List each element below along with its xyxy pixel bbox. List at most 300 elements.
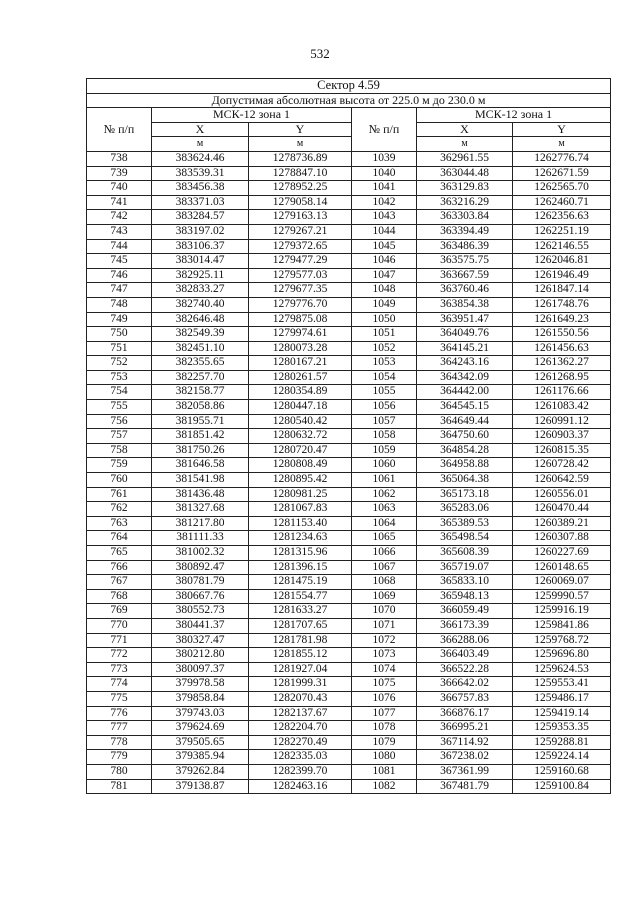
table-row (87, 283, 611, 298)
y-left: 1282204.70 (249, 721, 352, 736)
x-left: 383284.57 (152, 210, 249, 225)
x-right: 364243.16 (417, 356, 513, 371)
point-number-right: 1065 (352, 531, 417, 546)
point-number-right: 1069 (352, 589, 417, 604)
point-number-left: 752 (87, 356, 152, 371)
x-left: 382833.27 (152, 283, 249, 298)
x-right: 366173.39 (417, 618, 513, 633)
point-number-right: 1057 (352, 414, 417, 429)
point-number-left: 781 (87, 779, 152, 794)
point-number-left: 775 (87, 691, 152, 706)
y-right: 1259419.14 (513, 706, 611, 721)
x-right: 364750.60 (417, 429, 513, 444)
y-left: 1281067.83 (249, 502, 352, 517)
y-left: 1279677.35 (249, 283, 352, 298)
point-number-right: 1079 (352, 735, 417, 750)
y-right: 1262671.59 (513, 166, 611, 181)
point-number-right: 1078 (352, 721, 417, 736)
x-right: 363854.38 (417, 297, 513, 312)
point-number-right: 1042 (352, 195, 417, 210)
y-right: 1259841.86 (513, 618, 611, 633)
y-right: 1259353.35 (513, 721, 611, 736)
table-row (87, 735, 611, 750)
point-number-right: 1075 (352, 677, 417, 692)
table-row (87, 254, 611, 269)
y-right: 1259288.81 (513, 735, 611, 750)
point-number-left: 765 (87, 546, 152, 561)
unit-y-left: м (249, 137, 352, 152)
y-left: 1281554.77 (249, 589, 352, 604)
x-right: 365389.53 (417, 516, 513, 531)
x-left: 379138.87 (152, 779, 249, 794)
point-number-left: 740 (87, 181, 152, 196)
x-right: 364545.15 (417, 400, 513, 415)
table-row (87, 400, 611, 415)
x-left: 380667.76 (152, 589, 249, 604)
point-number-left: 751 (87, 341, 152, 356)
table-header (87, 79, 611, 152)
x-left: 380097.37 (152, 662, 249, 677)
point-number-left: 759 (87, 458, 152, 473)
table-row (87, 327, 611, 342)
point-number-left: 756 (87, 414, 152, 429)
point-number-right: 1066 (352, 546, 417, 561)
x-right: 363394.49 (417, 224, 513, 239)
table-row (87, 706, 611, 721)
table-row (87, 356, 611, 371)
table-row (87, 297, 611, 312)
x-left: 381217.80 (152, 516, 249, 531)
point-number-right: 1056 (352, 400, 417, 415)
y-left: 1280261.57 (249, 370, 352, 385)
x-right: 366522.28 (417, 662, 513, 677)
x-left: 379505.65 (152, 735, 249, 750)
y-right: 1260069.07 (513, 575, 611, 590)
point-number-left: 758 (87, 443, 152, 458)
x-left: 383371.03 (152, 195, 249, 210)
y-right: 1262356.63 (513, 210, 611, 225)
x-right: 365064.38 (417, 473, 513, 488)
point-number-left: 744 (87, 239, 152, 254)
table-row (87, 414, 611, 429)
table-row (87, 487, 611, 502)
y-left: 1282335.03 (249, 750, 352, 765)
x-right: 363129.83 (417, 181, 513, 196)
y-left: 1280895.42 (249, 473, 352, 488)
table-row (87, 764, 611, 779)
table-row (87, 648, 611, 663)
table-row (87, 443, 611, 458)
point-number-left: 754 (87, 385, 152, 400)
y-left: 1281633.27 (249, 604, 352, 619)
y-right: 1262251.19 (513, 224, 611, 239)
zone-header-right: МСК-12 зона 1 (417, 108, 611, 123)
x-right: 367238.02 (417, 750, 513, 765)
x-left: 380781.79 (152, 575, 249, 590)
y-left: 1281153.40 (249, 516, 352, 531)
point-number-right: 1053 (352, 356, 417, 371)
table-row (87, 691, 611, 706)
x-left: 382058.86 (152, 400, 249, 415)
x-left: 379262.84 (152, 764, 249, 779)
point-number-left: 769 (87, 604, 152, 619)
point-number-left: 741 (87, 195, 152, 210)
y-header-left: Y (249, 122, 352, 137)
x-left: 381541.98 (152, 473, 249, 488)
x-right: 366757.83 (417, 691, 513, 706)
point-number-right: 1081 (352, 764, 417, 779)
point-number-right: 1043 (352, 210, 417, 225)
page-number: 532 (310, 46, 330, 61)
y-right: 1260556.01 (513, 487, 611, 502)
table-row (87, 312, 611, 327)
point-number-left: 753 (87, 370, 152, 385)
point-number-right: 1047 (352, 268, 417, 283)
y-left: 1281855.12 (249, 648, 352, 663)
y-right: 1260815.35 (513, 443, 611, 458)
point-number-left: 774 (87, 677, 152, 692)
x-left: 383539.31 (152, 166, 249, 181)
y-left: 1280073.28 (249, 341, 352, 356)
unit-x-right: м (417, 137, 513, 152)
point-number-left: 747 (87, 283, 152, 298)
table-row (87, 151, 611, 166)
x-left: 381327.68 (152, 502, 249, 517)
table-body (87, 151, 611, 793)
zone-header-left: МСК-12 зона 1 (152, 108, 352, 123)
x-right: 366642.02 (417, 677, 513, 692)
x-header-right: X (417, 122, 513, 137)
table-row (87, 429, 611, 444)
point-number-left: 742 (87, 210, 152, 225)
point-number-left: 749 (87, 312, 152, 327)
y-right: 1260227.69 (513, 546, 611, 561)
x-right: 367114.92 (417, 735, 513, 750)
y-right: 1262565.70 (513, 181, 611, 196)
point-number-left: 776 (87, 706, 152, 721)
point-number-right: 1054 (352, 370, 417, 385)
y-right: 1261456.63 (513, 341, 611, 356)
x-left: 382355.65 (152, 356, 249, 371)
point-number-right: 1082 (352, 779, 417, 794)
point-number-right: 1050 (352, 312, 417, 327)
table-row (87, 575, 611, 590)
y-left: 1278952.25 (249, 181, 352, 196)
table-row (87, 531, 611, 546)
x-right: 365283.06 (417, 502, 513, 517)
y-left: 1279577.03 (249, 268, 352, 283)
y-right: 1261748.76 (513, 297, 611, 312)
x-left: 379858.84 (152, 691, 249, 706)
y-left: 1279776.70 (249, 297, 352, 312)
x-left: 381436.48 (152, 487, 249, 502)
y-left: 1282070.43 (249, 691, 352, 706)
x-left: 379743.03 (152, 706, 249, 721)
point-number-right: 1040 (352, 166, 417, 181)
table-row (87, 181, 611, 196)
x-right: 365173.18 (417, 487, 513, 502)
y-right: 1259100.84 (513, 779, 611, 794)
point-number-left: 761 (87, 487, 152, 502)
y-left: 1279372.65 (249, 239, 352, 254)
y-right: 1262046.81 (513, 254, 611, 269)
point-number-left: 762 (87, 502, 152, 517)
table-row (87, 370, 611, 385)
x-left: 379978.58 (152, 677, 249, 692)
x-right: 366876.17 (417, 706, 513, 721)
x-right: 365608.39 (417, 546, 513, 561)
table-row (87, 224, 611, 239)
x-right: 363044.48 (417, 166, 513, 181)
table-row (87, 677, 611, 692)
y-left: 1279267.21 (249, 224, 352, 239)
table-row (87, 341, 611, 356)
y-left: 1281475.19 (249, 575, 352, 590)
table-row (87, 195, 611, 210)
y-right: 1259768.72 (513, 633, 611, 648)
x-right: 365833.10 (417, 575, 513, 590)
table-row (87, 458, 611, 473)
y-right: 1259224.14 (513, 750, 611, 765)
point-number-right: 1041 (352, 181, 417, 196)
x-left: 381955.71 (152, 414, 249, 429)
x-left: 380892.47 (152, 560, 249, 575)
point-number-right: 1067 (352, 560, 417, 575)
point-number-right: 1071 (352, 618, 417, 633)
y-right: 1260728.42 (513, 458, 611, 473)
y-right: 1260903.37 (513, 429, 611, 444)
x-right: 364049.76 (417, 327, 513, 342)
coordinates-table (86, 78, 611, 794)
point-number-left: 780 (87, 764, 152, 779)
x-left: 383197.02 (152, 224, 249, 239)
y-left: 1279163.13 (249, 210, 352, 225)
table-row (87, 662, 611, 677)
x-left: 383456.38 (152, 181, 249, 196)
point-number-left: 746 (87, 268, 152, 283)
y-left: 1281707.65 (249, 618, 352, 633)
y-right: 1260148.65 (513, 560, 611, 575)
point-number-left: 745 (87, 254, 152, 269)
x-right: 364649.44 (417, 414, 513, 429)
unit-x-left: м (152, 137, 249, 152)
x-header-left: X (152, 122, 249, 137)
x-left: 380441.37 (152, 618, 249, 633)
y-right: 1262776.74 (513, 151, 611, 166)
x-left: 381002.32 (152, 546, 249, 561)
point-number-left: 760 (87, 473, 152, 488)
y-left: 1280540.42 (249, 414, 352, 429)
table-row (87, 750, 611, 765)
x-right: 367481.79 (417, 779, 513, 794)
point-number-right: 1068 (352, 575, 417, 590)
x-right: 363951.47 (417, 312, 513, 327)
x-right: 366059.49 (417, 604, 513, 619)
point-number-right: 1073 (352, 648, 417, 663)
y-left: 1279875.08 (249, 312, 352, 327)
y-left: 1281396.15 (249, 560, 352, 575)
x-right: 363575.75 (417, 254, 513, 269)
x-right: 363303.84 (417, 210, 513, 225)
point-number-right: 1074 (352, 662, 417, 677)
point-number-left: 738 (87, 151, 152, 166)
x-left: 381851.42 (152, 429, 249, 444)
x-left: 379624.69 (152, 721, 249, 736)
table-row (87, 516, 611, 531)
table-row (87, 604, 611, 619)
y-right: 1260470.44 (513, 502, 611, 517)
point-number-left: 770 (87, 618, 152, 633)
table-row (87, 618, 611, 633)
y-right: 1260307.88 (513, 531, 611, 546)
point-number-right: 1044 (352, 224, 417, 239)
table-row (87, 502, 611, 517)
point-number-right: 1039 (352, 151, 417, 166)
y-right: 1261083.42 (513, 400, 611, 415)
x-right: 363486.39 (417, 239, 513, 254)
y-header-right: Y (513, 122, 611, 137)
y-left: 1280808.49 (249, 458, 352, 473)
y-left: 1280720.47 (249, 443, 352, 458)
y-right: 1259696.80 (513, 648, 611, 663)
point-number-right: 1058 (352, 429, 417, 444)
x-right: 364442.00 (417, 385, 513, 400)
x-right: 364145.21 (417, 341, 513, 356)
unit-y-right: м (513, 137, 611, 152)
y-right: 1260389.21 (513, 516, 611, 531)
table-row (87, 239, 611, 254)
x-right: 366403.49 (417, 648, 513, 663)
table-row (87, 268, 611, 283)
table-row (87, 633, 611, 648)
y-left: 1281999.31 (249, 677, 352, 692)
x-right: 365948.13 (417, 589, 513, 604)
y-right: 1259916.19 (513, 604, 611, 619)
point-number-left: 743 (87, 224, 152, 239)
y-left: 1282399.70 (249, 764, 352, 779)
y-left: 1281315.96 (249, 546, 352, 561)
y-left: 1279058.14 (249, 195, 352, 210)
y-right: 1259624.53 (513, 662, 611, 677)
point-number-right: 1051 (352, 327, 417, 342)
x-right: 364342.09 (417, 370, 513, 385)
y-right: 1259160.68 (513, 764, 611, 779)
y-left: 1280632.72 (249, 429, 352, 444)
x-right: 365498.54 (417, 531, 513, 546)
point-number-left: 766 (87, 560, 152, 575)
y-left: 1280167.21 (249, 356, 352, 371)
x-right: 367361.99 (417, 764, 513, 779)
y-right: 1261649.23 (513, 312, 611, 327)
x-right: 364854.28 (417, 443, 513, 458)
y-left: 1278736.89 (249, 151, 352, 166)
y-left: 1280447.18 (249, 400, 352, 415)
table-row (87, 560, 611, 575)
point-number-right: 1060 (352, 458, 417, 473)
x-left: 380212.80 (152, 648, 249, 663)
point-number-left: 739 (87, 166, 152, 181)
y-left: 1282270.49 (249, 735, 352, 750)
y-right: 1261946.49 (513, 268, 611, 283)
point-number-left: 779 (87, 750, 152, 765)
point-number-left: 772 (87, 648, 152, 663)
x-right: 362961.55 (417, 151, 513, 166)
x-left: 382549.39 (152, 327, 249, 342)
point-number-left: 755 (87, 400, 152, 415)
point-number-right: 1062 (352, 487, 417, 502)
y-right: 1259486.17 (513, 691, 611, 706)
x-right: 365719.07 (417, 560, 513, 575)
point-number-right: 1061 (352, 473, 417, 488)
x-right: 363216.29 (417, 195, 513, 210)
point-number-right: 1055 (352, 385, 417, 400)
x-left: 382925.11 (152, 268, 249, 283)
point-number-right: 1070 (352, 604, 417, 619)
table-row (87, 589, 611, 604)
y-right: 1259553.41 (513, 677, 611, 692)
point-number-right: 1072 (352, 633, 417, 648)
table-row (87, 779, 611, 794)
num-header-left: № п/п (87, 108, 152, 152)
y-right: 1262460.71 (513, 195, 611, 210)
y-left: 1281234.63 (249, 531, 352, 546)
point-number-right: 1064 (352, 516, 417, 531)
table-row (87, 210, 611, 225)
x-left: 381750.26 (152, 443, 249, 458)
table-row (87, 546, 611, 561)
x-right: 363760.46 (417, 283, 513, 298)
point-number-left: 773 (87, 662, 152, 677)
x-right: 366995.21 (417, 721, 513, 736)
sector-title: Сектор 4.59 (87, 79, 611, 94)
x-left: 381646.58 (152, 458, 249, 473)
x-left: 383624.46 (152, 151, 249, 166)
x-left: 382646.48 (152, 312, 249, 327)
point-number-right: 1045 (352, 239, 417, 254)
table-row (87, 473, 611, 488)
point-number-right: 1080 (352, 750, 417, 765)
y-right: 1260642.59 (513, 473, 611, 488)
point-number-left: 777 (87, 721, 152, 736)
height-range: Допустимая абсолютная высота от 225.0 м до 230.0 м (87, 93, 611, 108)
y-left: 1278847.10 (249, 166, 352, 181)
x-right: 363667.59 (417, 268, 513, 283)
point-number-right: 1077 (352, 706, 417, 721)
y-right: 1260991.12 (513, 414, 611, 429)
x-left: 383014.47 (152, 254, 249, 269)
point-number-right: 1049 (352, 297, 417, 312)
y-right: 1261550.56 (513, 327, 611, 342)
y-left: 1282463.16 (249, 779, 352, 794)
point-number-left: 748 (87, 297, 152, 312)
table-row (87, 166, 611, 181)
x-left: 383106.37 (152, 239, 249, 254)
point-number-left: 764 (87, 531, 152, 546)
point-number-right: 1052 (352, 341, 417, 356)
point-number-left: 757 (87, 429, 152, 444)
point-number-right: 1048 (352, 283, 417, 298)
y-left: 1279477.29 (249, 254, 352, 269)
point-number-right: 1046 (352, 254, 417, 269)
y-right: 1261362.27 (513, 356, 611, 371)
x-left: 380552.73 (152, 604, 249, 619)
num-header-right: № п/п (352, 108, 417, 152)
point-number-left: 763 (87, 516, 152, 531)
point-number-left: 750 (87, 327, 152, 342)
table-row (87, 385, 611, 400)
point-number-right: 1076 (352, 691, 417, 706)
y-left: 1281927.04 (249, 662, 352, 677)
